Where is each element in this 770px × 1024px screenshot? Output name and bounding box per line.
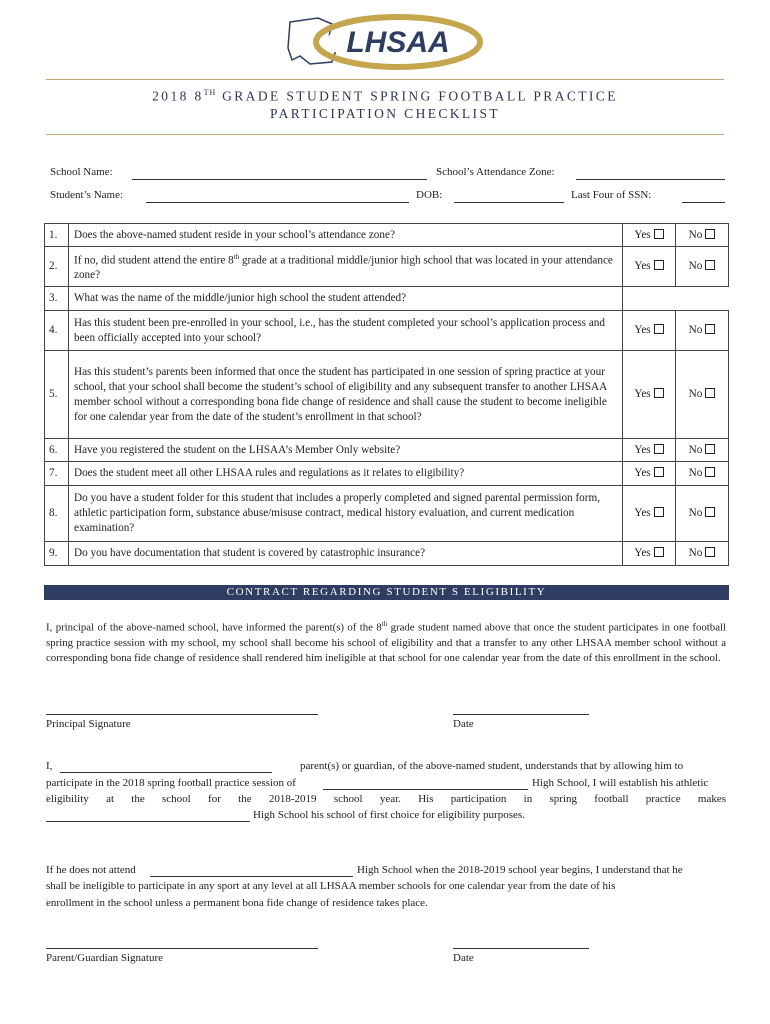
ssn-field[interactable]: [682, 202, 725, 203]
yes-label: Yes: [634, 443, 651, 456]
no-label: No: [688, 443, 703, 456]
guardian-name-field[interactable]: [60, 772, 272, 773]
yes-label: Yes: [634, 228, 651, 241]
question-number: 7.: [45, 462, 69, 486]
school-field[interactable]: [323, 789, 528, 790]
yes-checkbox[interactable]: [623, 462, 676, 486]
paragraph-text: grade student named above that once the student participates in one football spring practice session with my school, my school shall become his school of eligibility and that a transfer to any other LHSAA member school without a corresponding bona fide change of residence shall rendered him ineligible at that school for one calendar year from the date of this enrollment in the school.: [46, 621, 726, 664]
no-checkbox[interactable]: [676, 351, 729, 439]
no-label: No: [688, 324, 703, 336]
question-text: [69, 247, 623, 287]
logo-text: LHSAA: [346, 26, 450, 59]
guardian-signature-label: Parent/Guardian Signature: [46, 952, 163, 964]
question-text: Do you have a student folder for this student that includes a properly completed and signed parental permission form, athletic participation form, substance abuse/misuse contract, medical history evaluation, and current medication examination?: [69, 486, 623, 542]
ssn-label: Last Four of SSN:: [571, 189, 652, 201]
student-name-field[interactable]: [146, 202, 409, 203]
checkbox-icon[interactable]: [705, 324, 715, 334]
para2-text: parent(s) or guardian, of the above-named student, understands that by allowing him to: [300, 760, 684, 772]
question-sup: th: [233, 252, 240, 261]
checkbox-icon[interactable]: [654, 229, 664, 239]
page-title-line1: [46, 88, 724, 105]
yes-checkbox[interactable]: [623, 247, 676, 287]
paragraph-sup: th: [381, 620, 388, 628]
school-name-field[interactable]: [132, 179, 427, 180]
question-number: 1.: [45, 224, 69, 247]
question-number: 2.: [45, 247, 69, 287]
yes-label: Yes: [634, 507, 651, 519]
question-text: Have you registered the student on the LHSAA’s Member Only website?: [69, 439, 623, 462]
page-title-line2: PARTICIPATION CHECKLIST: [269, 106, 501, 121]
student-name-label: Student’s Name:: [50, 189, 124, 201]
principal-date-field[interactable]: [453, 714, 589, 715]
title-part: GRADE STUDENT SPRING FOOTBALL PRACTICE: [216, 88, 618, 104]
para3-text: High School when the 2018-2019 school year begins, I understand that he: [357, 864, 683, 876]
question-number: 3.: [45, 287, 69, 311]
yes-checkbox[interactable]: [623, 224, 676, 247]
no-label: No: [688, 467, 703, 479]
answer-field[interactable]: [623, 287, 729, 311]
checkbox-icon[interactable]: [654, 444, 664, 454]
question-text: Does the student meet all other LHSAA rules and regulations as it relates to eligibility?: [69, 462, 623, 486]
no-checkbox[interactable]: [676, 542, 729, 566]
para2-text: High School, I will establish his athletic: [532, 777, 709, 789]
checkbox-icon[interactable]: [705, 507, 715, 517]
question-number: 4.: [45, 311, 69, 351]
para2-text: High School his school of first choice for eligibility purposes.: [253, 809, 525, 821]
paragraph-text: I, principal of the above-named school, have informed the parent(s) of the 8: [46, 621, 382, 634]
checkbox-icon[interactable]: [654, 260, 664, 270]
first-choice-school-field[interactable]: [46, 821, 250, 822]
checkbox-icon[interactable]: [654, 547, 664, 557]
question-text-part: If no, did student attend the entire 8: [74, 254, 234, 267]
attendance-zone-field[interactable]: [576, 179, 725, 180]
yes-checkbox[interactable]: [623, 486, 676, 542]
checkbox-icon[interactable]: [654, 388, 664, 398]
yes-label: Yes: [634, 467, 651, 479]
para2-text: participate in the 2018 spring football practice session of: [46, 777, 296, 789]
checkbox-icon[interactable]: [705, 229, 715, 239]
no-checkbox[interactable]: [676, 311, 729, 351]
checklist-table: [44, 223, 729, 566]
dob-label: DOB:: [416, 189, 443, 201]
title-sup: TH: [203, 88, 217, 97]
checkbox-icon[interactable]: [705, 260, 715, 270]
guardian-date-field[interactable]: [453, 948, 589, 949]
guardian-signature-field[interactable]: [46, 948, 318, 949]
date-label: Date: [453, 718, 474, 730]
yes-label: Yes: [634, 260, 651, 272]
no-label: No: [688, 228, 703, 241]
yes-checkbox[interactable]: [623, 439, 676, 462]
question-text: Has this student’s parents been informed that once the student has participated in one session of spring practice at your school, that your school shall become the student’s school of eligibility and any subsequent transfer to another LHSAA member school without a corresponding bona fide change of residence and shall cause the student to become ineligible for one calendar year from the date of the student’s enrollment in that school?: [69, 351, 623, 439]
no-label: No: [688, 507, 703, 519]
lhsaa-logo: [280, 10, 485, 72]
no-checkbox[interactable]: [676, 224, 729, 247]
top-divider: [46, 79, 724, 80]
school-name-label: School Name:: [50, 166, 113, 178]
date-label: Date: [453, 952, 474, 964]
dob-field[interactable]: [454, 202, 564, 203]
table-row: [45, 542, 729, 566]
no-checkbox[interactable]: [676, 439, 729, 462]
table-row: [45, 439, 729, 462]
para3-text: shall be ineligible to participate in any sport at any level at all LHSAA member schools for one calendar year from the date of his: [46, 880, 616, 892]
question-number: 9.: [45, 542, 69, 566]
yes-checkbox[interactable]: [623, 351, 676, 439]
checkbox-icon[interactable]: [705, 388, 715, 398]
principal-signature-field[interactable]: [46, 714, 318, 715]
no-checkbox[interactable]: [676, 247, 729, 287]
no-label: No: [688, 260, 703, 272]
checkbox-icon[interactable]: [705, 467, 715, 477]
checkbox-icon[interactable]: [705, 444, 715, 454]
title-part: 2018 8: [152, 88, 204, 104]
table-row: [45, 287, 729, 311]
table-row: [45, 351, 729, 439]
checkbox-icon[interactable]: [654, 324, 664, 334]
attendance-zone-label: School’s Attendance Zone:: [436, 166, 555, 178]
checkbox-icon[interactable]: [654, 467, 664, 477]
question-number: 8.: [45, 486, 69, 542]
para2-text: eligibility at the school for the 2018-2019 school year. His participation in spring football practice makes: [46, 793, 726, 805]
table-row: [45, 486, 729, 542]
question-number: 6.: [45, 439, 69, 462]
contract-paragraph-1: [46, 617, 726, 666]
para3-text: enrollment in the school unless a permanent bona fide change of residence takes place.: [46, 897, 428, 909]
para2-text: I,: [46, 760, 53, 772]
no-label: No: [688, 388, 703, 400]
school-not-attend-field[interactable]: [150, 876, 353, 877]
question-text: Does the above-named student reside in your school’s attendance zone?: [69, 224, 623, 247]
no-label: No: [688, 547, 703, 559]
table-row: [45, 224, 729, 247]
question-text-part: grade at a traditional middle/junior high school that was located in your attendance zone?: [74, 254, 613, 282]
question-text: Do you have documentation that student is covered by catastrophic insurance?: [69, 542, 623, 566]
bottom-divider: [46, 134, 724, 135]
question-text: What was the name of the middle/junior high school the student attended?: [69, 287, 623, 311]
contract-banner: CONTRACT REGARDING STUDENT S ELIGIBILITY: [44, 585, 729, 600]
yes-label: Yes: [634, 324, 651, 336]
para3-text: If he does not attend: [46, 864, 136, 876]
yes-checkbox[interactable]: [623, 542, 676, 566]
table-row: [45, 462, 729, 486]
table-row: [45, 311, 729, 351]
yes-label: Yes: [634, 547, 651, 559]
yes-checkbox[interactable]: [623, 311, 676, 351]
table-row: [45, 247, 729, 287]
principal-signature-label: Principal Signature: [46, 718, 131, 730]
checkbox-icon[interactable]: [654, 507, 664, 517]
no-checkbox[interactable]: [676, 486, 729, 542]
question-number: 5.: [45, 351, 69, 439]
yes-label: Yes: [634, 388, 651, 400]
no-checkbox[interactable]: [676, 462, 729, 486]
question-text: Has this student been pre-enrolled in your school, i.e., has the student completed your school’s application process and been officially accepted into your school?: [69, 311, 623, 351]
checkbox-icon[interactable]: [705, 547, 715, 557]
